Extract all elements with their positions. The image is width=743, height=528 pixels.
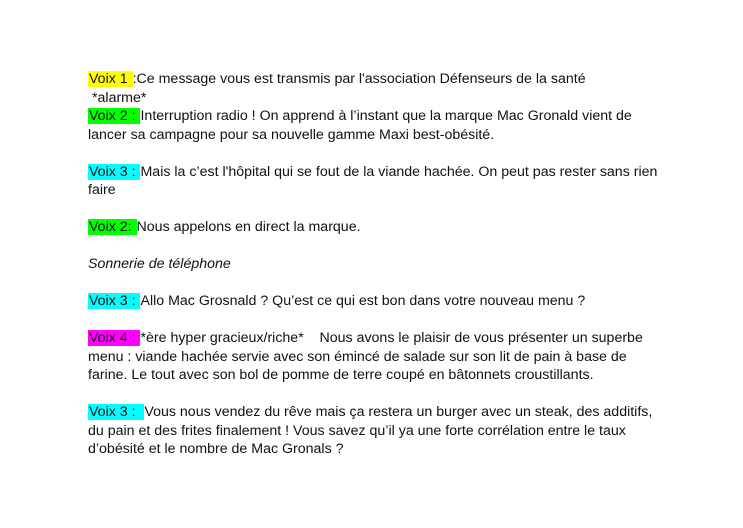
spacer: [88, 200, 668, 219]
line-voix-3: [88, 163, 668, 200]
speaker-label: Voix 2 :: [89, 108, 140, 124]
line-voix-3: [88, 403, 668, 459]
spacer: [88, 385, 668, 404]
line-text: Sonnerie de téléphone: [88, 256, 231, 272]
spacer: [88, 311, 668, 330]
line-text: Nous appelons en direct la marque.: [136, 219, 361, 235]
stage-direction-sonnerie: [88, 255, 668, 274]
line-voix-2: [88, 107, 668, 144]
speaker-label: Voix 1: [89, 71, 132, 87]
line-text: Mais la c’est l'hôpital qui se fout de la viande hachée. On peut pas rester sans rien faire: [88, 163, 658, 198]
speaker-label: Voix 3 :: [89, 293, 140, 309]
line-voix-4: [88, 329, 668, 385]
spacer: [88, 237, 668, 256]
speaker-label: Voix 3 :: [89, 404, 144, 420]
speaker-label: Voix 4 :: [89, 330, 140, 346]
spacer: [88, 144, 668, 163]
line-voix-1: [88, 70, 668, 89]
spacer: [88, 274, 668, 293]
line-text: Interruption radio ! On apprend à l’instant que la marque Mac Gronald vient de lancer sa campagne pour sa nouvelle gamme Maxi best-obésité.: [88, 108, 632, 143]
line-text: *alarme*: [92, 89, 147, 106]
speaker-label: Voix 3 :: [89, 163, 140, 180]
speaker-label: Voix 2:: [89, 219, 136, 235]
line-text: *ère hyper gracieux/riche* Nous avons le plaisir de vous présenter un superbe menu : viande hachée servie avec son émincé de salade sur son lit de pain à base de farine. Le tout avec son bol de pomme de terre coupé en bâtonnets croustillants.: [88, 330, 647, 383]
line-text: :Ce message vous est transmis par l'association Défenseurs de la santé: [132, 71, 586, 87]
line-voix-3: [88, 292, 668, 311]
line-voix-2: [88, 218, 668, 237]
document-page: [88, 70, 668, 459]
stage-direction-alarme: [88, 89, 668, 108]
line-text: Vous nous vendez du rêve mais ça restera un burger avec un steak, des additifs, du pain et des frites finalement ! Vous savez qu’il ya une forte corrélation entre le taux d’obésité et le nombre de Mac Gronals ?: [88, 404, 653, 457]
line-text: Allo Mac Grosnald ? Qu’est ce qui est bon dans votre nouveau menu ?: [140, 293, 586, 309]
